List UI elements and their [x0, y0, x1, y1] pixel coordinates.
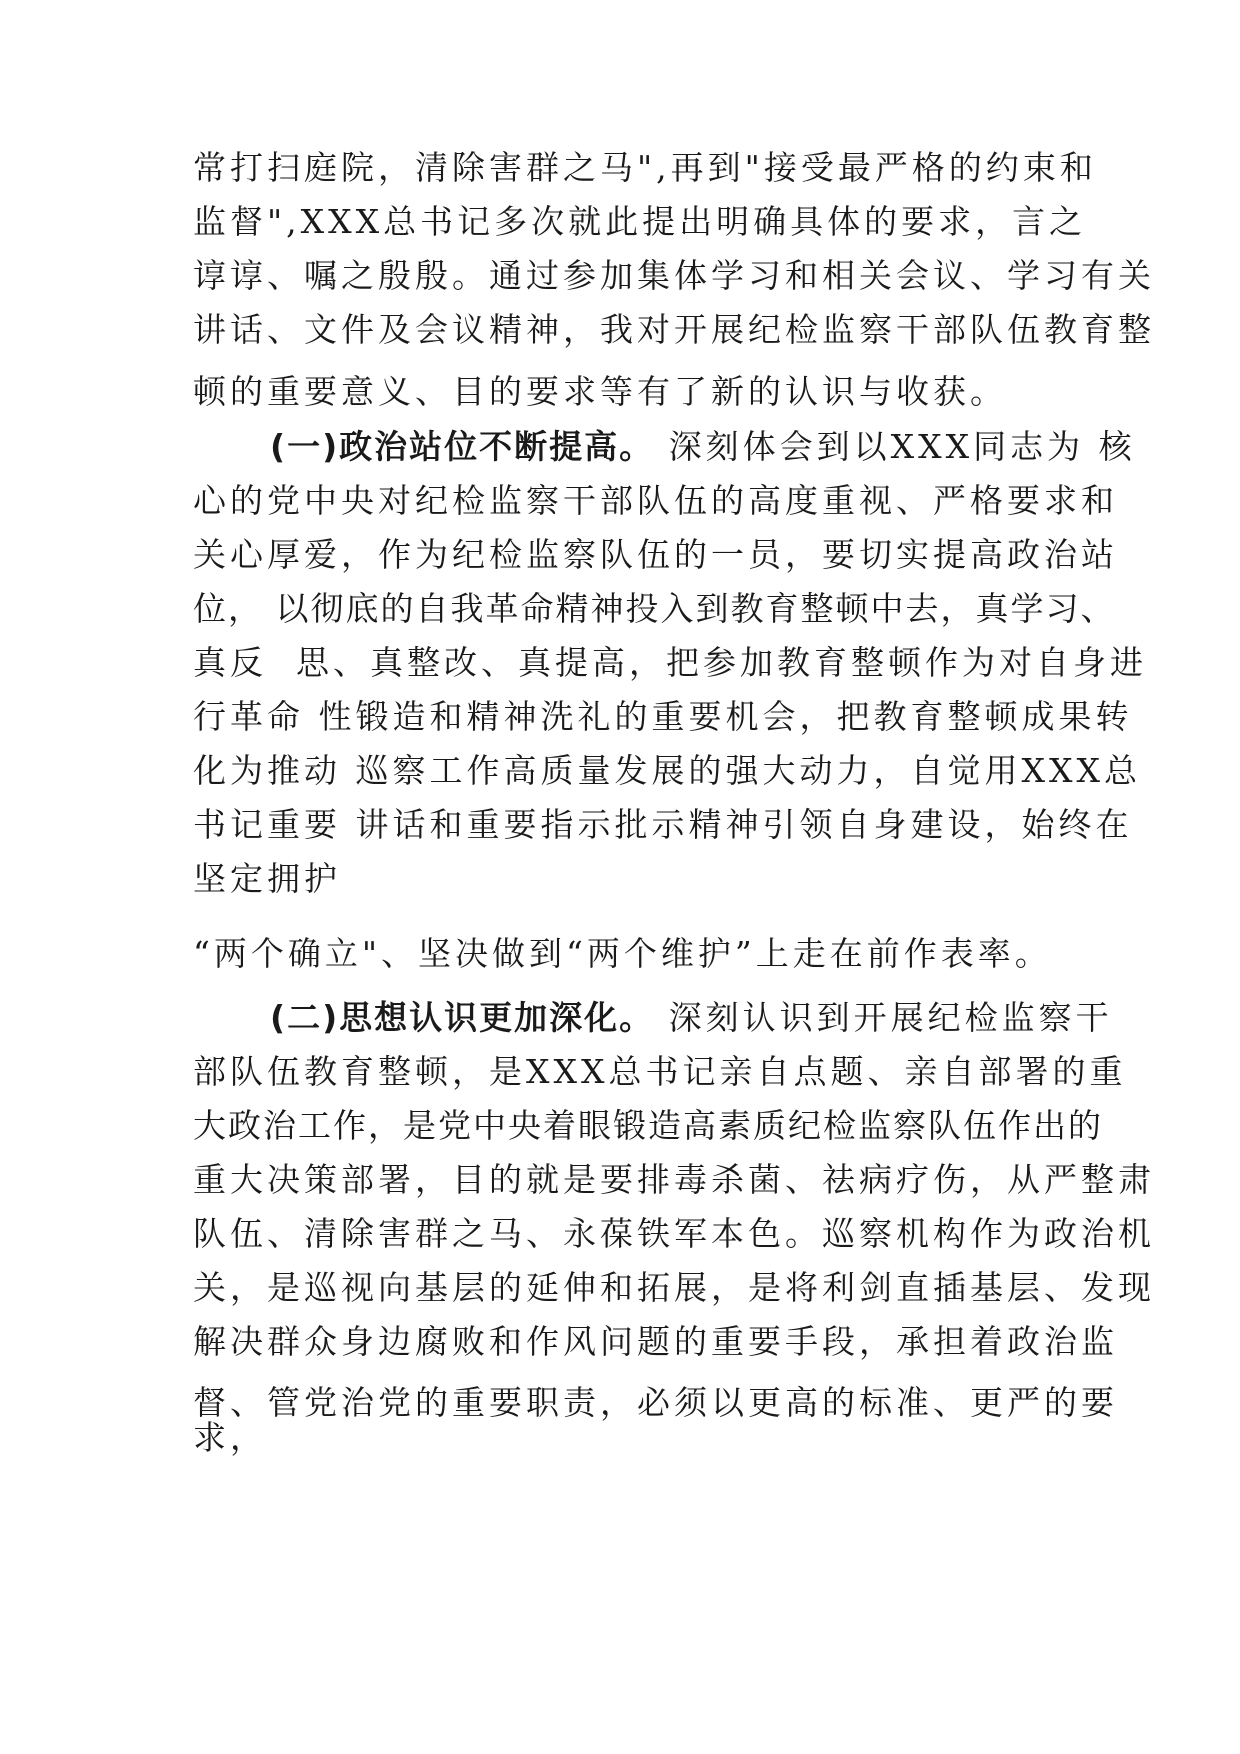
intro-line-5: 顿的重要意义、目的要求等有了新的认识与收获。 [193, 372, 1007, 411]
intro-line-2: 监督",XXX总书记多次就此提出明确具体的要求，言之 [193, 202, 1087, 241]
section1-first-line [270, 427, 1136, 467]
section2-heading: (二)思想认识更加深化。 [270, 998, 655, 1037]
section1-line-10: “两个确立"、坚决做到“两个维护”上走在前作表率。 [193, 934, 1052, 973]
section2-first-line-text: 深刻认识到开展纪检监察干 [654, 998, 1113, 1037]
section1-line-8: 书记重要 讲话和重要指示批示精神引领自身建设，始终在 [193, 805, 1133, 844]
section2-line-2: 部队伍教育整顿，是XXX总书记亲自点题、亲自部署的重 [193, 1052, 1127, 1091]
section1-line-4: 位， 以彻底的自我革命精神投入到教育整顿中去，真学习、 [193, 589, 1116, 628]
section2-line-4: 重大决策部署，目的就是要排毒杀菌、祛病疗伤，从严整肃 [193, 1160, 1155, 1199]
section1-line-2: 心的党中央对纪检监察干部队伍的高度重视、严格要求和 [193, 481, 1118, 520]
section1-line-5: 真反 思、真整改、真提高，把参加教育整顿作为对自身进 [193, 643, 1147, 682]
section2-line-7: 解决群众身边腐败和作风问题的重要手段，承担着政治监 [193, 1322, 1118, 1361]
section1-line-9: 坚定拥护 [193, 859, 341, 898]
section1-first-line-text: 深刻体会到以XXX同志为 核 [654, 427, 1136, 466]
section2-line-5: 队伍、清除害群之马、永葆铁军本色。巡察机构作为政治机 [193, 1214, 1155, 1253]
intro-line-4: 讲话、文件及会议精神，我对开展纪检监察干部队伍教育整 [193, 310, 1155, 349]
section1-line-6: 行革命 性锻造和精神洗礼的重要机会，把教育整顿成果转 [193, 697, 1133, 736]
intro-line-3: 谆谆、嘱之殷殷。通过参加集体学习和相关会议、学习有关 [193, 256, 1155, 295]
intro-line-1: 常打扫庭院，清除害群之马",再到"接受最严格的约束和 [193, 148, 1097, 187]
section2-first-line [270, 998, 1113, 1038]
section1-line-7: 化为推动 巡察工作高质量发展的强大动力，自觉用XXX总 [193, 751, 1141, 790]
section2-line-9: 求， [193, 1418, 267, 1457]
section1-line-3: 关心厚爱，作为纪检监察队伍的一员，要切实提高政治站 [193, 535, 1118, 574]
section2-line-6: 关，是巡视向基层的延伸和拓展，是将利剑直插基层、发现 [193, 1268, 1155, 1307]
section2-line-8: 督、管党治党的重要职责，必须以更高的标准、更严的要 [193, 1383, 1118, 1422]
section2-line-3: 大政治工作，是党中央着眼锻造高素质纪检监察队伍作出的 [193, 1106, 1103, 1145]
section1-heading: (一)政治站位不断提高。 [270, 427, 655, 466]
